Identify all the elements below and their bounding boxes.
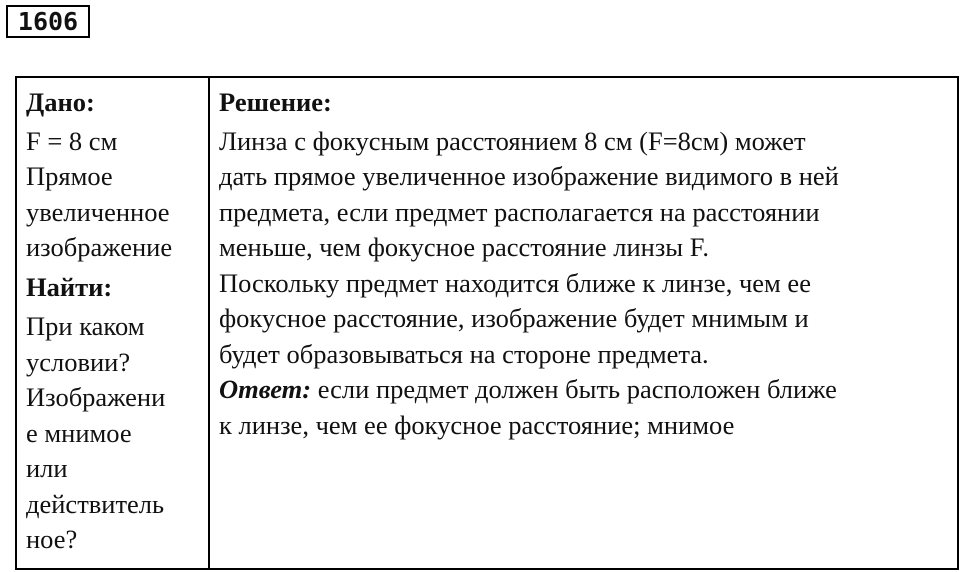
answer-label: Ответ: bbox=[219, 374, 312, 404]
given-line: F = 8 см bbox=[26, 125, 118, 156]
find-line: условии? bbox=[26, 346, 131, 377]
given-find-column bbox=[17, 78, 210, 568]
find-line: действитель bbox=[26, 488, 165, 519]
solution-table bbox=[15, 76, 959, 570]
solution-column bbox=[210, 78, 957, 568]
solution-line: предмета, если предмет располагается на расстоянии bbox=[219, 196, 820, 227]
find-heading: Найти: bbox=[26, 271, 113, 302]
solution-text bbox=[219, 124, 957, 444]
answer-text: если предмет должен быть расположен ближе bbox=[311, 374, 837, 404]
solution-line: будет образовываться на стороне предмета. bbox=[219, 338, 709, 369]
solution-heading: Решение: bbox=[219, 87, 332, 117]
find-line: или bbox=[26, 453, 68, 483]
find-block bbox=[26, 309, 208, 558]
find-line: е мнимое bbox=[26, 417, 132, 448]
given-heading: Дано: bbox=[26, 87, 95, 117]
find-line: Изображени bbox=[26, 382, 166, 412]
solution-line: Линза с фокусным расстоянием 8 см (F=8см) может bbox=[219, 125, 806, 156]
solution-line: меньше, чем фокусное расстояние линзы F. bbox=[219, 232, 709, 262]
given-block bbox=[26, 124, 208, 266]
given-line: увеличенное bbox=[26, 196, 170, 227]
given-line: изображение bbox=[26, 232, 173, 262]
solution-line: Поскольку предмет находится ближе к линзе, чем ее bbox=[219, 267, 811, 298]
answer-line bbox=[219, 372, 957, 408]
given-line: Прямое bbox=[26, 161, 113, 191]
answer-line-continued: к линзе, чем ее фокусное расстояние; мнимое bbox=[219, 409, 735, 440]
find-line: ное? bbox=[26, 524, 78, 554]
find-line: При каком bbox=[26, 311, 145, 341]
problem-number: 1606 bbox=[6, 5, 90, 38]
solution-line: дать прямое увеличенное изображение видимого в ней bbox=[219, 161, 839, 191]
solution-line: фокусное расстояние, изображение будет мнимым и bbox=[219, 303, 809, 333]
